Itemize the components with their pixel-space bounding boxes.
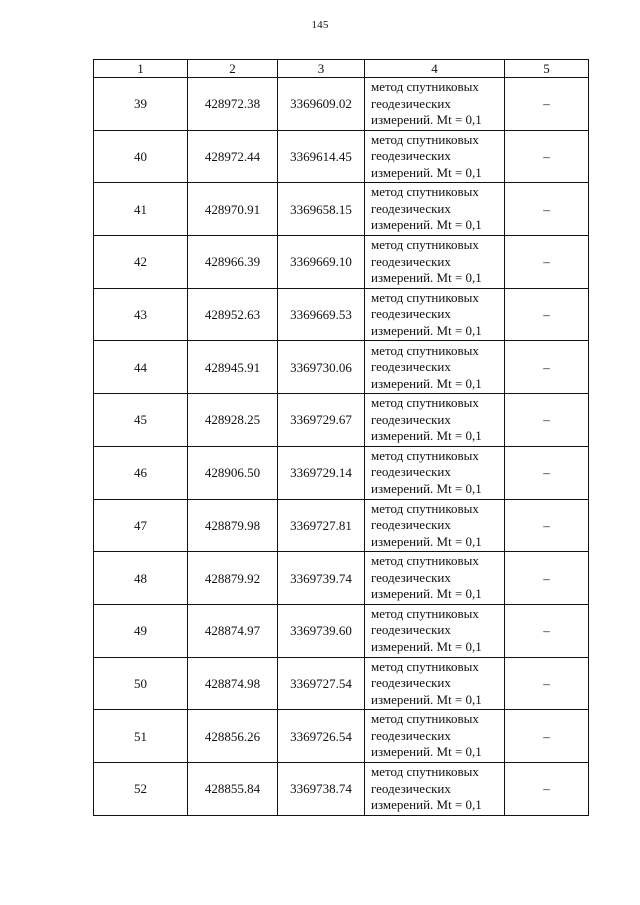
extra-value: –	[505, 657, 589, 710]
coord-x: 428952.63	[188, 288, 278, 341]
coord-x: 428945.91	[188, 341, 278, 394]
method-line-1: метод спутниковых	[371, 605, 479, 621]
point-number: 52	[94, 762, 188, 815]
coord-x: 428970.91	[188, 183, 278, 236]
point-number: 42	[94, 236, 188, 289]
method-line-3: измерений. Mt = 0,1	[371, 691, 482, 707]
extra-value: –	[505, 78, 589, 131]
method-line-3: измерений. Mt = 0,1	[371, 322, 482, 338]
method-line-2: геодезических	[371, 148, 451, 164]
method-line-1: метод спутниковых	[371, 184, 479, 200]
method-line-2: геодезических	[371, 411, 451, 427]
coord-y: 3369614.45	[278, 130, 365, 183]
extra-value: –	[505, 236, 589, 289]
point-number: 39	[94, 78, 188, 131]
method-cell	[365, 288, 505, 341]
method-line-3: измерений. Mt = 0,1	[371, 112, 482, 128]
table-row	[94, 446, 589, 499]
method-cell	[365, 130, 505, 183]
table-row	[94, 604, 589, 657]
coord-x: 428972.38	[188, 78, 278, 131]
method-line-2: геодезических	[371, 359, 451, 375]
method-line-1: метод спутниковых	[371, 289, 479, 305]
header-col-1: 1	[94, 60, 188, 78]
extra-value: –	[505, 341, 589, 394]
method-line-3: измерений. Mt = 0,1	[371, 744, 482, 760]
coord-y: 3369729.67	[278, 394, 365, 447]
header-col-3: 3	[278, 60, 365, 78]
method-line-2: геодезических	[371, 622, 451, 638]
point-number: 48	[94, 552, 188, 605]
method-line-2: геодезических	[371, 464, 451, 480]
header-col-5: 5	[505, 60, 589, 78]
point-number: 41	[94, 183, 188, 236]
coord-y: 3369730.06	[278, 341, 365, 394]
table-row	[94, 288, 589, 341]
method-cell	[365, 446, 505, 499]
header-col-2: 2	[188, 60, 278, 78]
method-line-3: измерений. Mt = 0,1	[371, 586, 482, 602]
coord-x: 428874.97	[188, 604, 278, 657]
method-line-2: геодезических	[371, 200, 451, 216]
point-number: 40	[94, 130, 188, 183]
table-row	[94, 499, 589, 552]
coord-y: 3369609.02	[278, 78, 365, 131]
coord-x: 428966.39	[188, 236, 278, 289]
method-line-2: геодезических	[371, 569, 451, 585]
method-line-1: метод спутниковых	[371, 131, 479, 147]
method-line-3: измерений. Mt = 0,1	[371, 270, 482, 286]
method-line-1: метод спутниковых	[371, 764, 479, 780]
method-line-1: метод спутниковых	[371, 553, 479, 569]
method-line-3: измерений. Mt = 0,1	[371, 375, 482, 391]
table-row	[94, 762, 589, 815]
table-row	[94, 130, 589, 183]
method-line-1: метод спутниковых	[371, 342, 479, 358]
method-line-1: метод спутниковых	[371, 711, 479, 727]
coord-y: 3369739.60	[278, 604, 365, 657]
extra-value: –	[505, 604, 589, 657]
method-line-3: измерений. Mt = 0,1	[371, 164, 482, 180]
extra-value: –	[505, 762, 589, 815]
method-line-1: метод спутниковых	[371, 395, 479, 411]
method-line-2: геодезических	[371, 517, 451, 533]
method-line-2: геодезических	[371, 727, 451, 743]
method-line-3: измерений. Mt = 0,1	[371, 533, 482, 549]
extra-value: –	[505, 130, 589, 183]
table-row	[94, 394, 589, 447]
extra-value: –	[505, 394, 589, 447]
extra-value: –	[505, 288, 589, 341]
point-number: 47	[94, 499, 188, 552]
method-line-2: геодезических	[371, 95, 451, 111]
point-number: 49	[94, 604, 188, 657]
table-body	[94, 78, 589, 816]
method-line-3: измерений. Mt = 0,1	[371, 217, 482, 233]
point-number: 45	[94, 394, 188, 447]
point-number: 44	[94, 341, 188, 394]
coord-y: 3369669.53	[278, 288, 365, 341]
table-header	[94, 60, 589, 78]
table-row	[94, 710, 589, 763]
table-row	[94, 341, 589, 394]
method-cell	[365, 710, 505, 763]
coord-y: 3369738.74	[278, 762, 365, 815]
coord-y: 3369727.54	[278, 657, 365, 710]
coord-y: 3369739.74	[278, 552, 365, 605]
coord-y: 3369727.81	[278, 499, 365, 552]
table-row	[94, 552, 589, 605]
method-line-3: измерений. Mt = 0,1	[371, 638, 482, 654]
table-row	[94, 183, 589, 236]
method-line-1: метод спутниковых	[371, 658, 479, 674]
method-line-2: геодезических	[371, 253, 451, 269]
method-cell	[365, 604, 505, 657]
method-line-3: измерений. Mt = 0,1	[371, 480, 482, 496]
method-line-3: измерений. Mt = 0,1	[371, 428, 482, 444]
coord-y: 3369729.14	[278, 446, 365, 499]
extra-value: –	[505, 446, 589, 499]
table-row	[94, 236, 589, 289]
coord-y: 3369658.15	[278, 183, 365, 236]
coord-x: 428855.84	[188, 762, 278, 815]
coord-y: 3369669.10	[278, 236, 365, 289]
method-cell	[365, 552, 505, 605]
method-line-1: метод спутниковых	[371, 500, 479, 516]
header-row	[94, 60, 589, 78]
method-line-1: метод спутниковых	[371, 447, 479, 463]
coord-x: 428879.92	[188, 552, 278, 605]
point-number: 46	[94, 446, 188, 499]
table-row	[94, 78, 589, 131]
method-line-2: геодезических	[371, 780, 451, 796]
header-col-4: 4	[365, 60, 505, 78]
method-line-2: геодезических	[371, 675, 451, 691]
method-cell	[365, 394, 505, 447]
method-line-1: метод спутниковых	[371, 79, 479, 95]
coord-x: 428879.98	[188, 499, 278, 552]
method-cell	[365, 183, 505, 236]
coordinates-table	[93, 59, 589, 816]
coord-x: 428856.26	[188, 710, 278, 763]
method-cell	[365, 78, 505, 131]
method-cell	[365, 499, 505, 552]
coord-y: 3369726.54	[278, 710, 365, 763]
method-line-1: метод спутниковых	[371, 237, 479, 253]
point-number: 43	[94, 288, 188, 341]
method-cell	[365, 341, 505, 394]
extra-value: –	[505, 552, 589, 605]
coord-x: 428874.98	[188, 657, 278, 710]
coord-x: 428972.44	[188, 130, 278, 183]
point-number: 51	[94, 710, 188, 763]
method-line-2: геодезических	[371, 306, 451, 322]
method-cell	[365, 657, 505, 710]
method-cell	[365, 236, 505, 289]
method-cell	[365, 762, 505, 815]
method-line-3: измерений. Mt = 0,1	[371, 797, 482, 813]
coord-x: 428928.25	[188, 394, 278, 447]
extra-value: –	[505, 183, 589, 236]
coord-x: 428906.50	[188, 446, 278, 499]
point-number: 50	[94, 657, 188, 710]
table-row	[94, 657, 589, 710]
page-number: 145	[311, 19, 329, 31]
extra-value: –	[505, 499, 589, 552]
extra-value: –	[505, 710, 589, 763]
